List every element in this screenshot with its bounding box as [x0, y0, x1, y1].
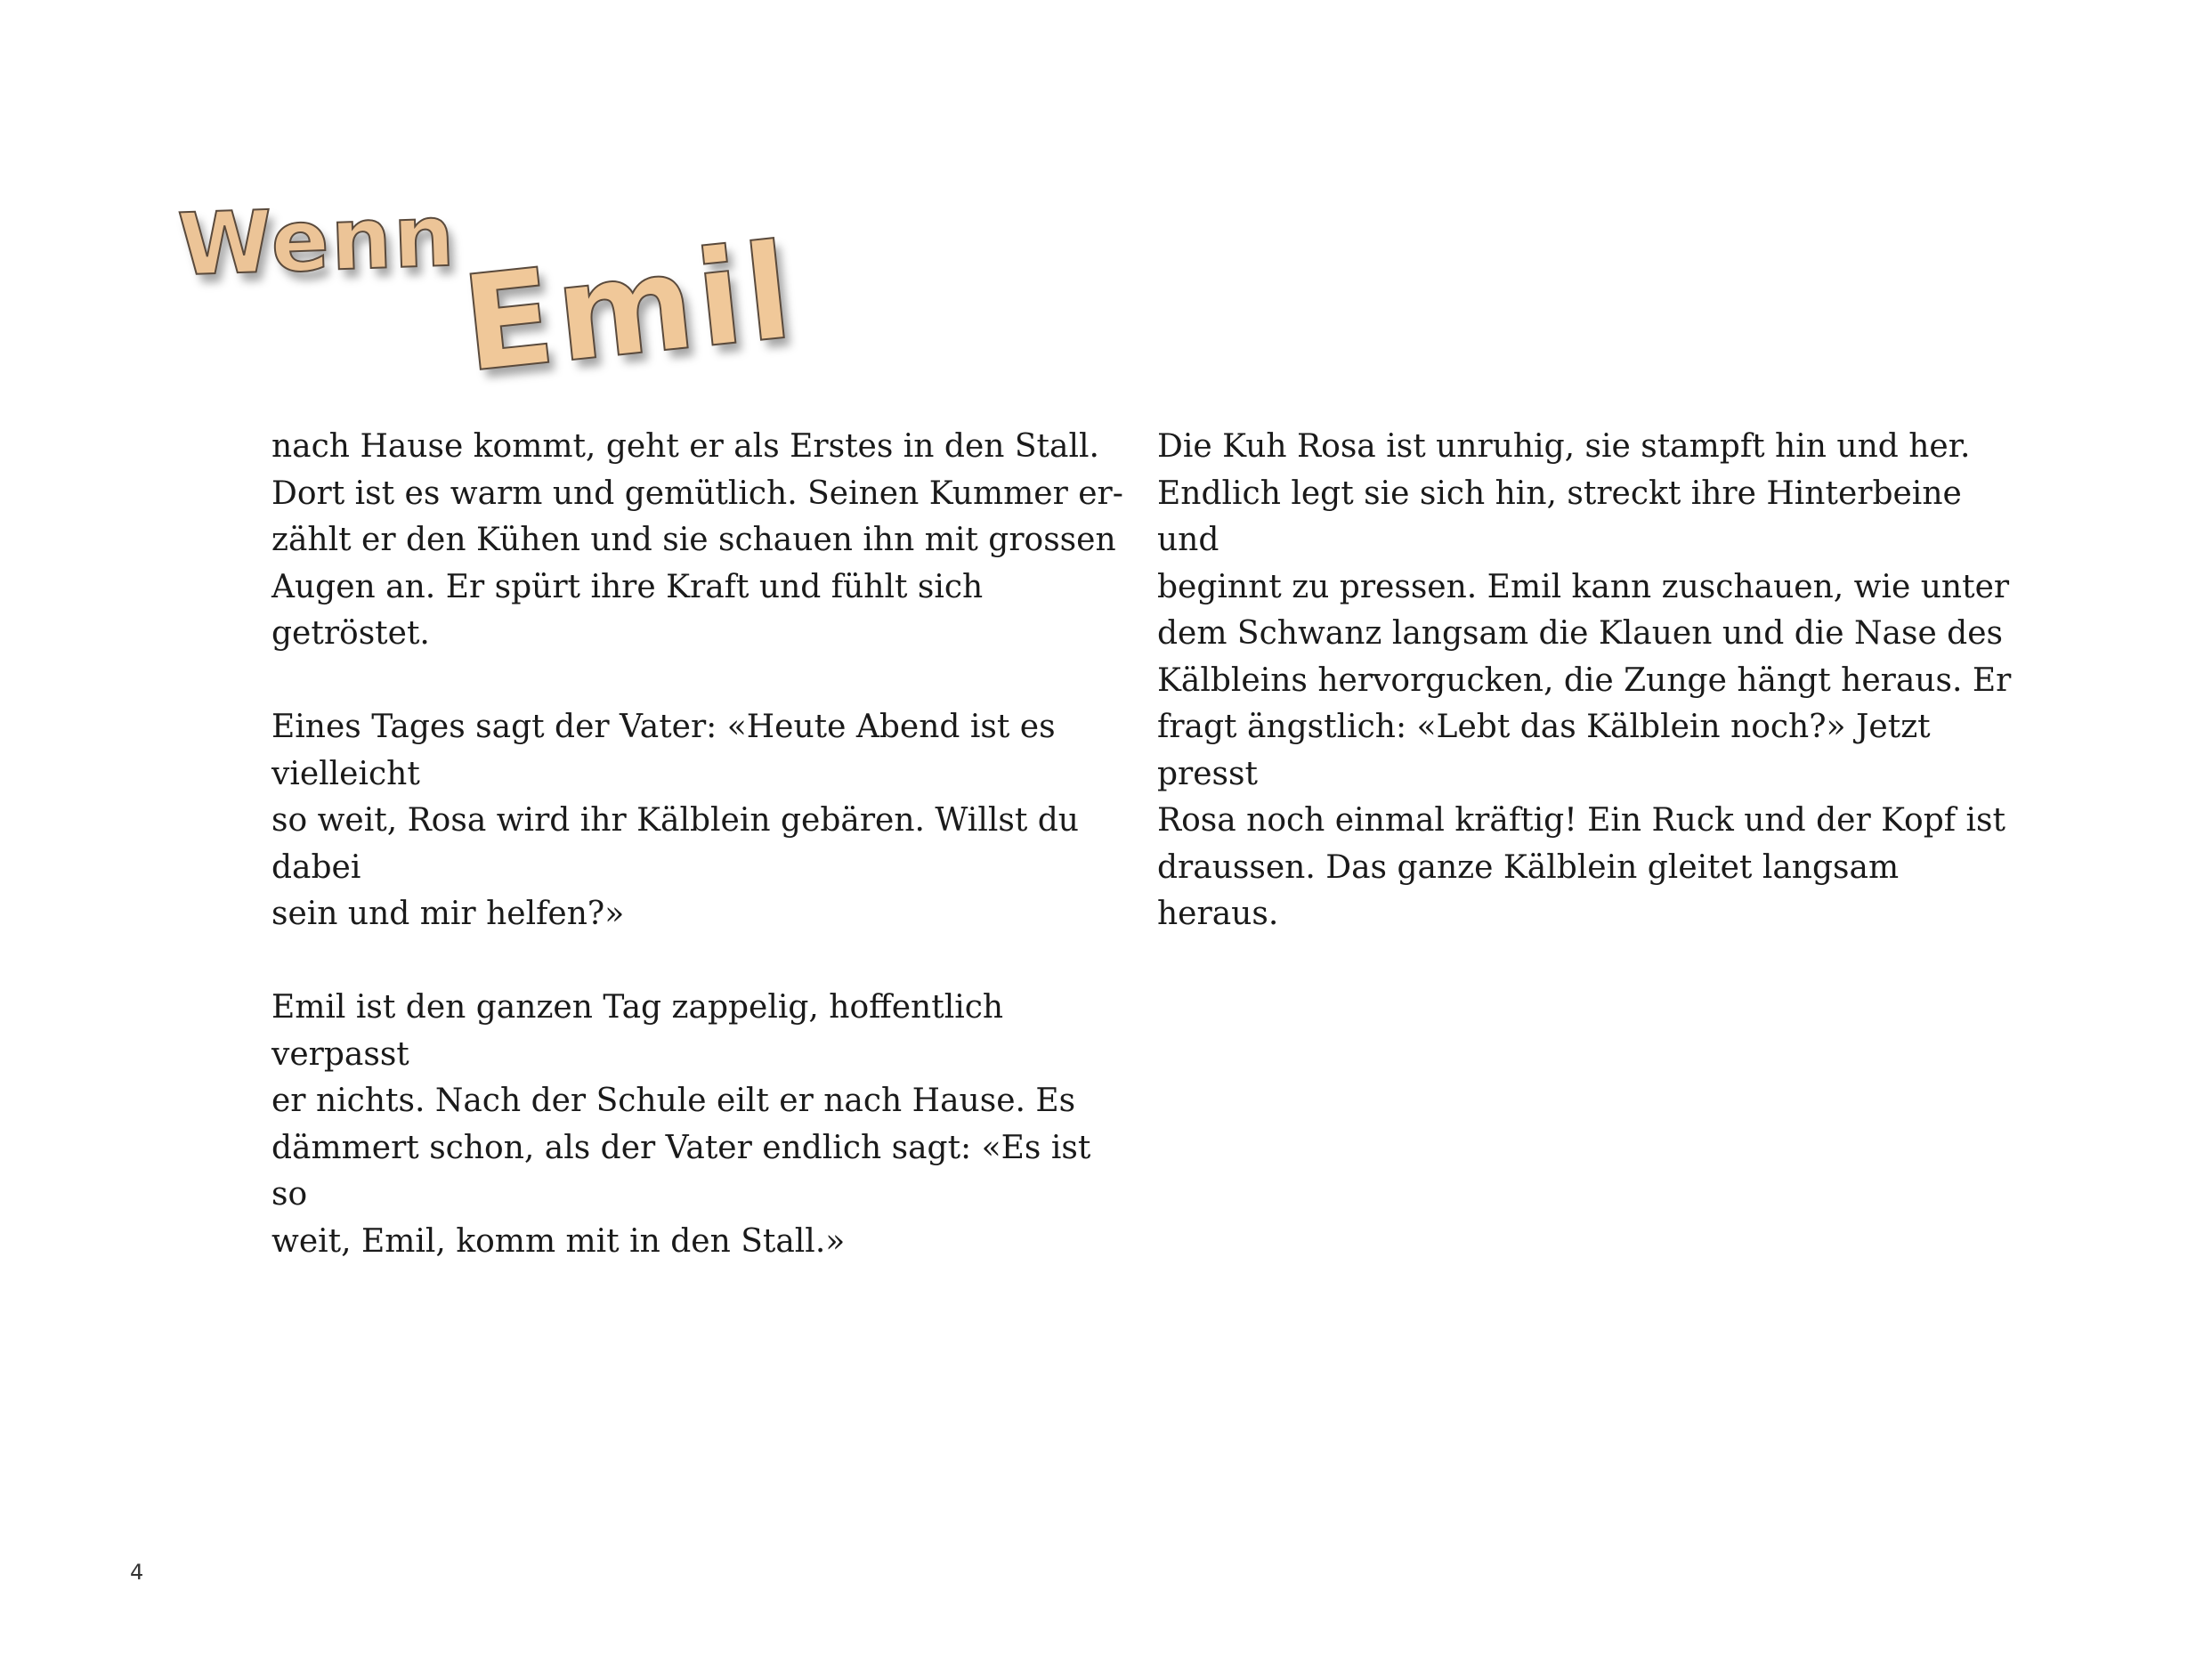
paragraph: nach Hause kommt, geht er als Erstes in den Stall. Dort ist es warm und gemütlich. Seinen Kummer er- zählt er den Kühen und sie schauen ihn mit grossen Augen an. Er spürt ihre Kraft und fühlt sich getröstet.	[271, 428, 1123, 652]
chapter-title	[169, 178, 802, 402]
paragraph: Die Kuh Rosa ist unruhig, sie stampft hin und her. Endlich legt sie sich hin, streckt ihre Hinterbeine und beginnt zu pressen. Emil kann zuschauen, wie unter dem Schwanz langsam die Klauen und die Nase des Kälbleins hervorgucken, die Zunge hängt heraus. Er fragt ängstlich: «Lebt das Kälblein noch?» Jetzt presst Rosa noch einmal kräftig! Ein Ruck und der Kopf ist draussen. Das ganze Kälblein gleitet langsam heraus.	[1157, 428, 2012, 932]
page-number: 4	[130, 1560, 144, 1585]
text-column-right	[1157, 424, 2012, 985]
text-column-left	[271, 424, 1126, 1312]
title-word-wenn: Wenn	[176, 185, 458, 296]
paragraph: Emil ist den ganzen Tag zappelig, hoffentlich verpasst er nichts. Nach der Schule eilt er nach Hause. Es dämmert schon, als der Vater endlich sagt: «Es ist so weit, Emil, komm mit in den Stall.»	[271, 989, 1091, 1260]
paragraph: Eines Tages sagt der Vater: «Heute Abend ist es vielleicht so weit, Rosa wird ihr Kälblein gebären. Willst du dabei sein und mir helfen?»	[271, 709, 1079, 932]
title-word-emil: Emil	[456, 214, 802, 402]
